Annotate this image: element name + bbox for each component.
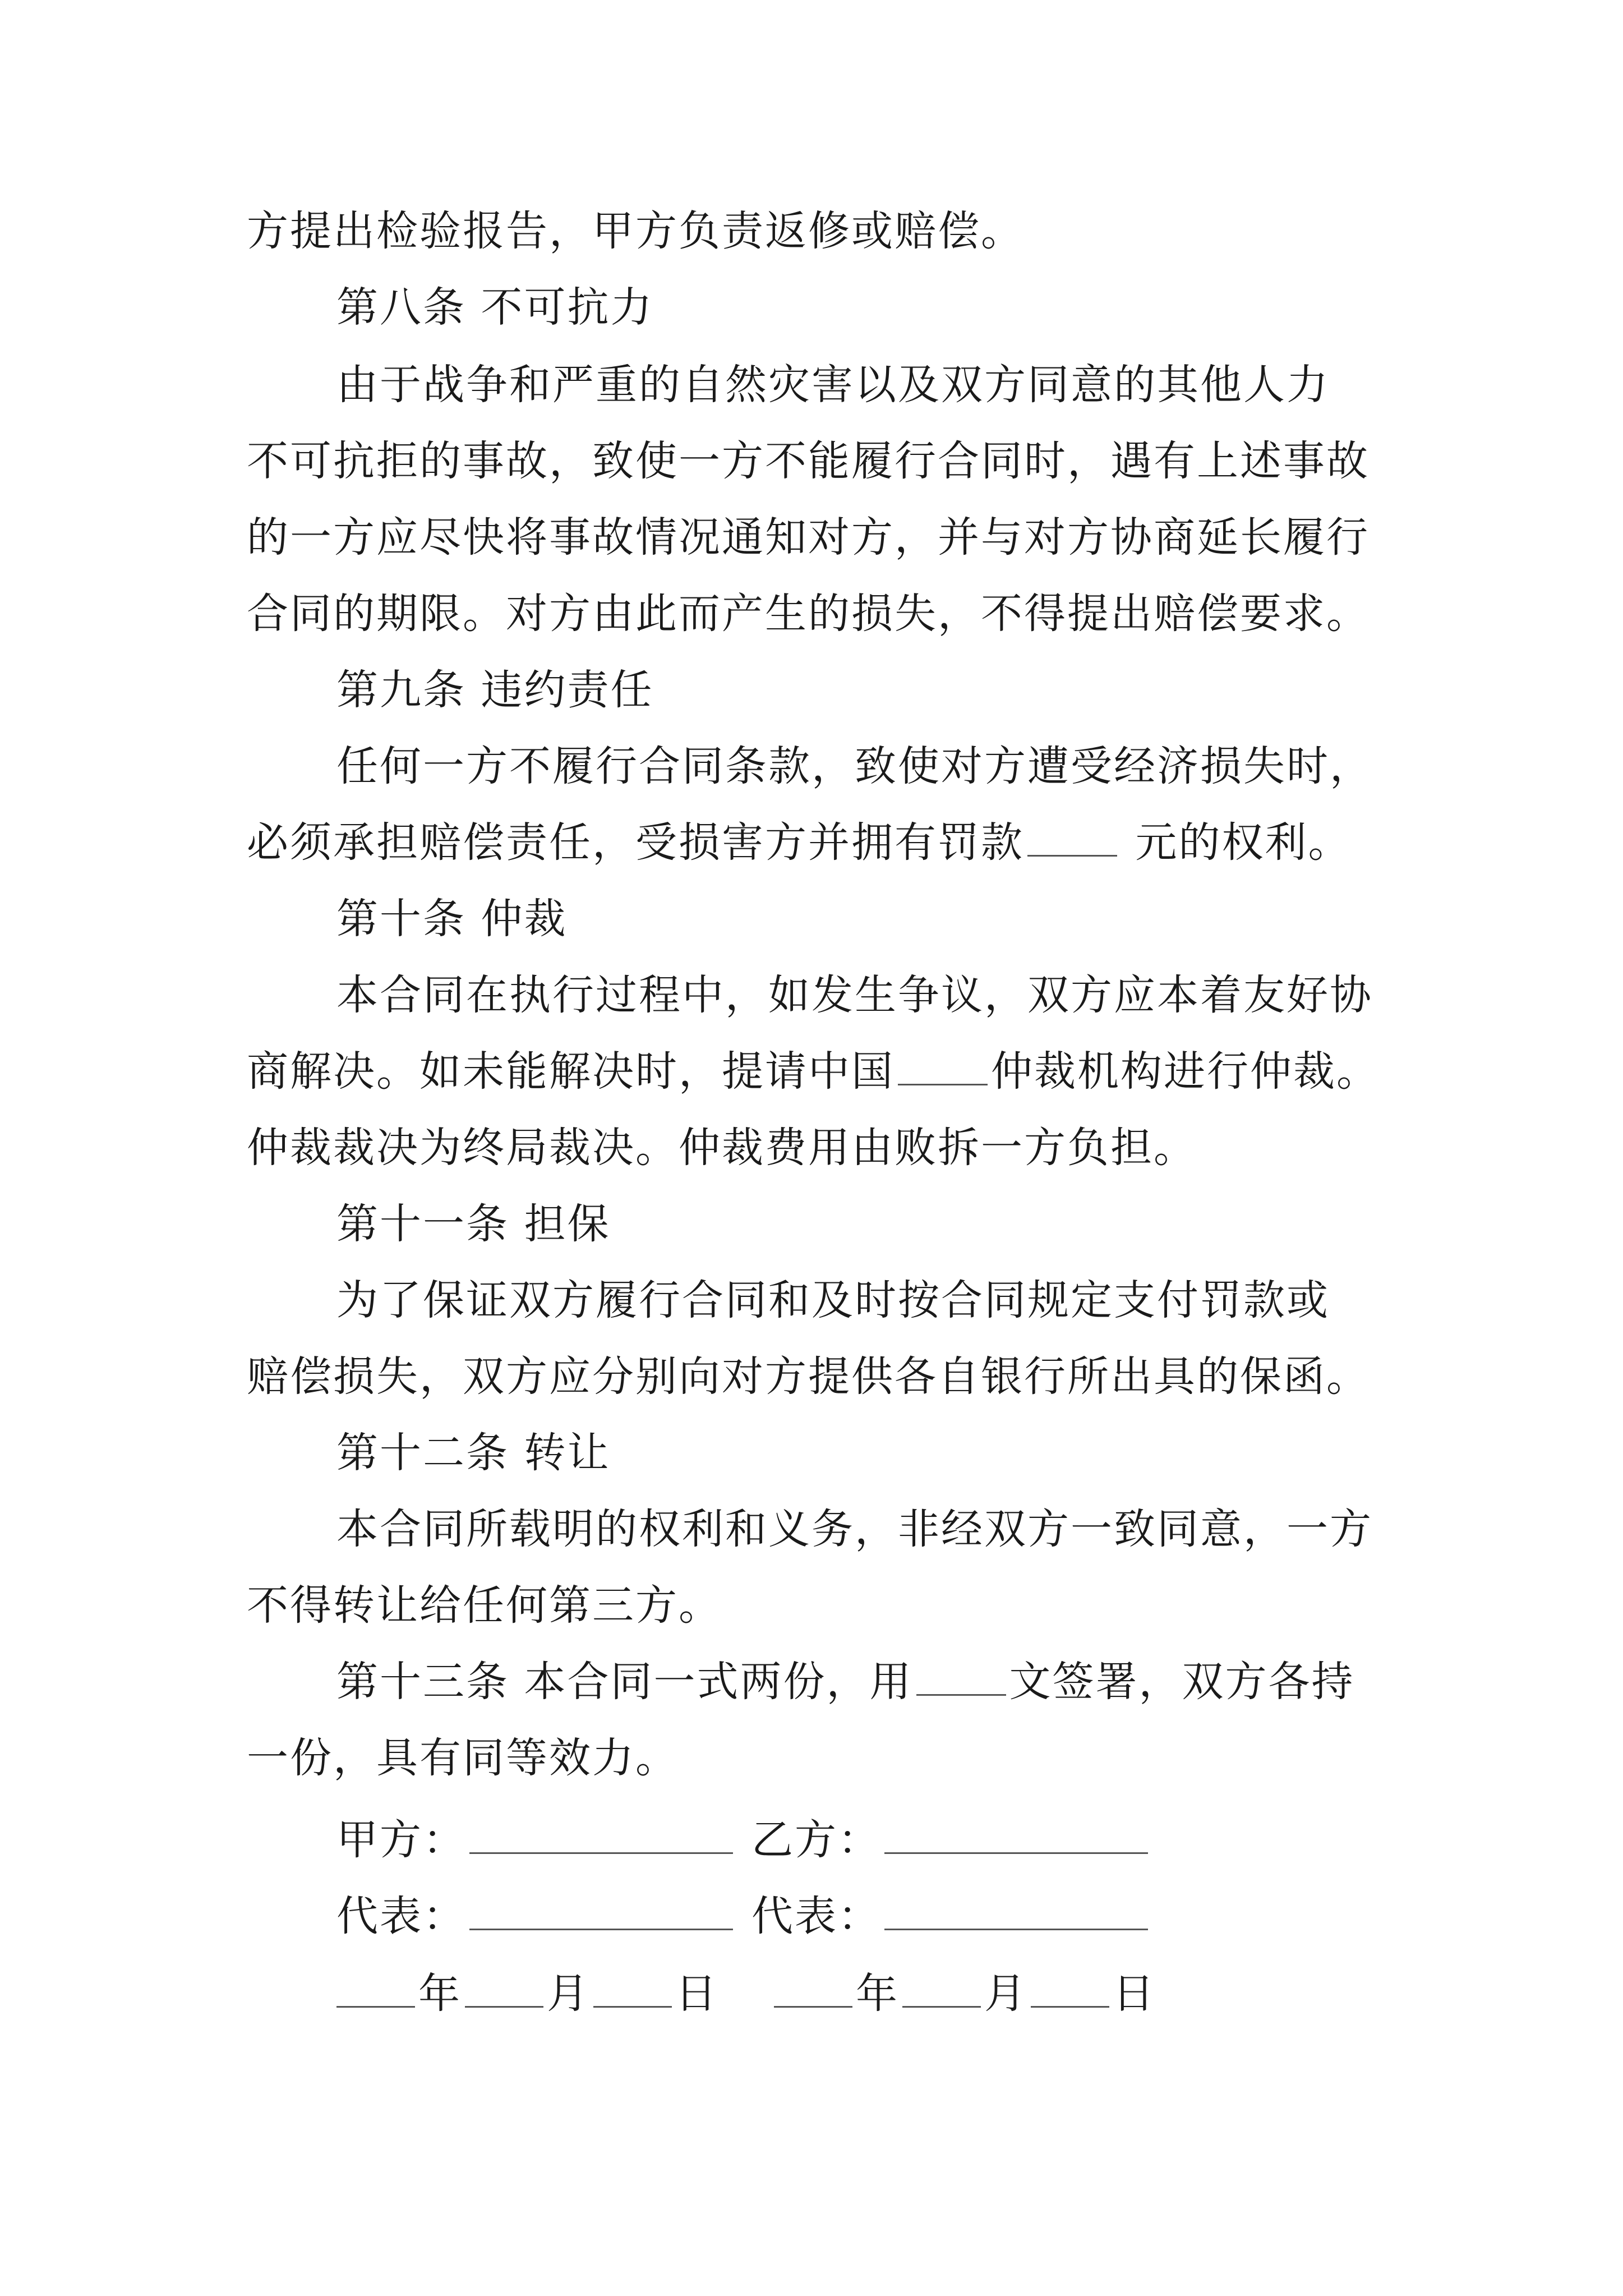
text-line: 不可抗拒的事故，致使一方不能履行合同时，遇有上述事故 bbox=[247, 437, 1370, 485]
text-line: 仲裁裁决为终局裁决。仲裁费用由败拆一方负担。 bbox=[247, 1124, 1197, 1172]
fill-blank[interactable] bbox=[1027, 820, 1117, 857]
article-8-title: 第八条 不可抗力 bbox=[336, 283, 654, 332]
text-line: 任何一方不履行合同条款，致使对方遭受经济损失时， bbox=[336, 742, 1373, 790]
party-a-line bbox=[336, 1812, 736, 1868]
text-segment: 商解决。如未能解决时，提请中国 bbox=[247, 1047, 895, 1096]
text-line: 的一方应尽快将事故情况通知对方，并与对方协商延长履行 bbox=[247, 513, 1370, 562]
month-field[interactable] bbox=[465, 1971, 543, 2008]
text-line bbox=[247, 1043, 1380, 1099]
text-line: 本合同所载明的权利和义务，非经双方一致同意，一方 bbox=[336, 1505, 1373, 1553]
text-line: 为了保证双方履行合同和及时按合同规定支付罚款或 bbox=[336, 1276, 1330, 1324]
date-line-b bbox=[771, 1966, 1156, 2022]
rep-a-field[interactable] bbox=[469, 1894, 733, 1930]
party-b-line bbox=[751, 1812, 1151, 1868]
party-b-field[interactable] bbox=[884, 1818, 1148, 1854]
text-segment: 元的权利。 bbox=[1121, 818, 1352, 867]
party-a-field[interactable] bbox=[469, 1818, 733, 1854]
year-field[interactable] bbox=[774, 1971, 852, 2008]
fill-blank[interactable] bbox=[898, 1049, 988, 1085]
year-field[interactable] bbox=[336, 1971, 415, 2008]
year-label: 年 bbox=[856, 1970, 899, 2018]
text-line: 本合同在执行过程中，如发生争议，双方应本着友好协 bbox=[336, 971, 1373, 1019]
year-label: 年 bbox=[418, 1970, 462, 2018]
text-line: 由于战争和严重的自然灾害以及双方同意的其他人力 bbox=[336, 361, 1330, 409]
rep-a-label: 代表： bbox=[336, 1892, 466, 1940]
day-field[interactable] bbox=[593, 1971, 672, 2008]
fill-blank[interactable] bbox=[916, 1659, 1006, 1696]
text-line: 不得转让给任何第三方。 bbox=[247, 1581, 722, 1630]
text-line: 方提出检验报告，甲方负责返修或赔偿。 bbox=[247, 207, 1024, 255]
day-label: 日 bbox=[1113, 1970, 1156, 2018]
month-field[interactable] bbox=[902, 1971, 981, 2008]
date-line-a bbox=[333, 1966, 718, 2022]
rep-a-line bbox=[336, 1888, 736, 1944]
text-segment: 第十三条 本合同一式两份，用 bbox=[336, 1658, 913, 1706]
text-line: 一份，具有同等效力。 bbox=[247, 1734, 679, 1782]
text-segment: 仲裁机构进行仲裁。 bbox=[991, 1047, 1380, 1096]
text-segment: 必须承担赔偿责任，受损害方并拥有罚款 bbox=[247, 818, 1024, 867]
article-12-title: 第十二条 转让 bbox=[336, 1429, 611, 1477]
article-11-title: 第十一条 担保 bbox=[336, 1200, 611, 1248]
month-label: 月 bbox=[984, 1970, 1027, 2018]
month-label: 月 bbox=[547, 1970, 590, 2018]
text-line bbox=[247, 815, 1352, 871]
rep-b-line bbox=[751, 1888, 1151, 1944]
text-line: 赔偿损失，双方应分别向对方提供各自银行所出具的保函。 bbox=[247, 1352, 1370, 1401]
article-9-title: 第九条 违约责任 bbox=[336, 666, 654, 714]
article-13-line bbox=[336, 1654, 1355, 1710]
day-field[interactable] bbox=[1031, 1971, 1109, 2008]
day-label: 日 bbox=[675, 1970, 718, 2018]
rep-b-field[interactable] bbox=[884, 1894, 1148, 1930]
rep-b-label: 代表： bbox=[751, 1892, 881, 1940]
party-b-label: 乙方： bbox=[751, 1816, 881, 1864]
party-a-label: 甲方： bbox=[336, 1816, 466, 1864]
text-line: 合同的期限。对方由此而产生的损失，不得提出赔偿要求。 bbox=[247, 590, 1370, 638]
text-segment: 文签署，双方各持 bbox=[1009, 1658, 1355, 1706]
article-10-title: 第十条 仲裁 bbox=[336, 895, 568, 943]
